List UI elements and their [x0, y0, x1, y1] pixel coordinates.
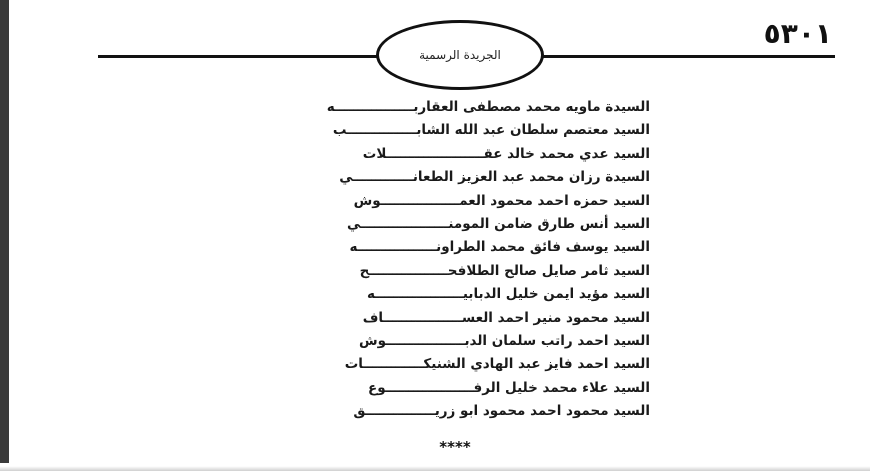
name-row: السيد علاء محمد خليل الرفـــــــــــــــــــوع	[368, 379, 650, 396]
gazette-title: الجريدة الرسمية	[419, 48, 501, 62]
name-row: السيد يوسف فائق محمد الطراونـــــــــــــــــه	[349, 239, 650, 256]
name-row: السيد مؤيد ايمن خليل الدبابيـــــــــــــــــــه	[367, 286, 650, 303]
names-list	[250, 96, 650, 423]
name-row: السيد معتصم سلطان عبد الله الشابـــــــــــــــب	[332, 122, 650, 139]
name-row: السيدة ماويه محمد مصطفى العقاربـــــــــــــــــه	[326, 99, 650, 115]
section-separator: ****	[439, 438, 471, 456]
name-row: السيدة رزان محمد عبد العزيز الطعانـــــــــــــي	[339, 169, 650, 186]
name-row: السيد ثامر صايل صالح الطلافحـــــــــــــــــح	[359, 262, 650, 279]
header-ellipse-badge	[376, 20, 544, 90]
name-row: السيد محمود احمد محمود ابو زريـــــــــــــــق	[353, 403, 650, 420]
page-bottom-edge	[0, 463, 870, 471]
name-row: السيد محمود منير احمد العســـــــــــــــــاف	[362, 309, 650, 326]
name-row: السيد أنس طارق ضامن المومنـــــــــــــــــــي	[347, 215, 650, 232]
left-page-border	[0, 0, 9, 471]
name-row: السيد حمزه احمد محمود العمـــــــــــــــــوش	[353, 192, 650, 209]
name-row: السيد احمد راتب سلمان الدبـــــــــــــــــوش	[358, 332, 650, 349]
name-row: السيد احمد فايز عبد الهادي الشنيكـــــــــــــات	[344, 356, 650, 373]
page-number: ٥٣٠١	[763, 17, 832, 50]
name-row: السيد عدي محمد خالد عقـــــــــــــــــــــلات	[362, 145, 650, 162]
